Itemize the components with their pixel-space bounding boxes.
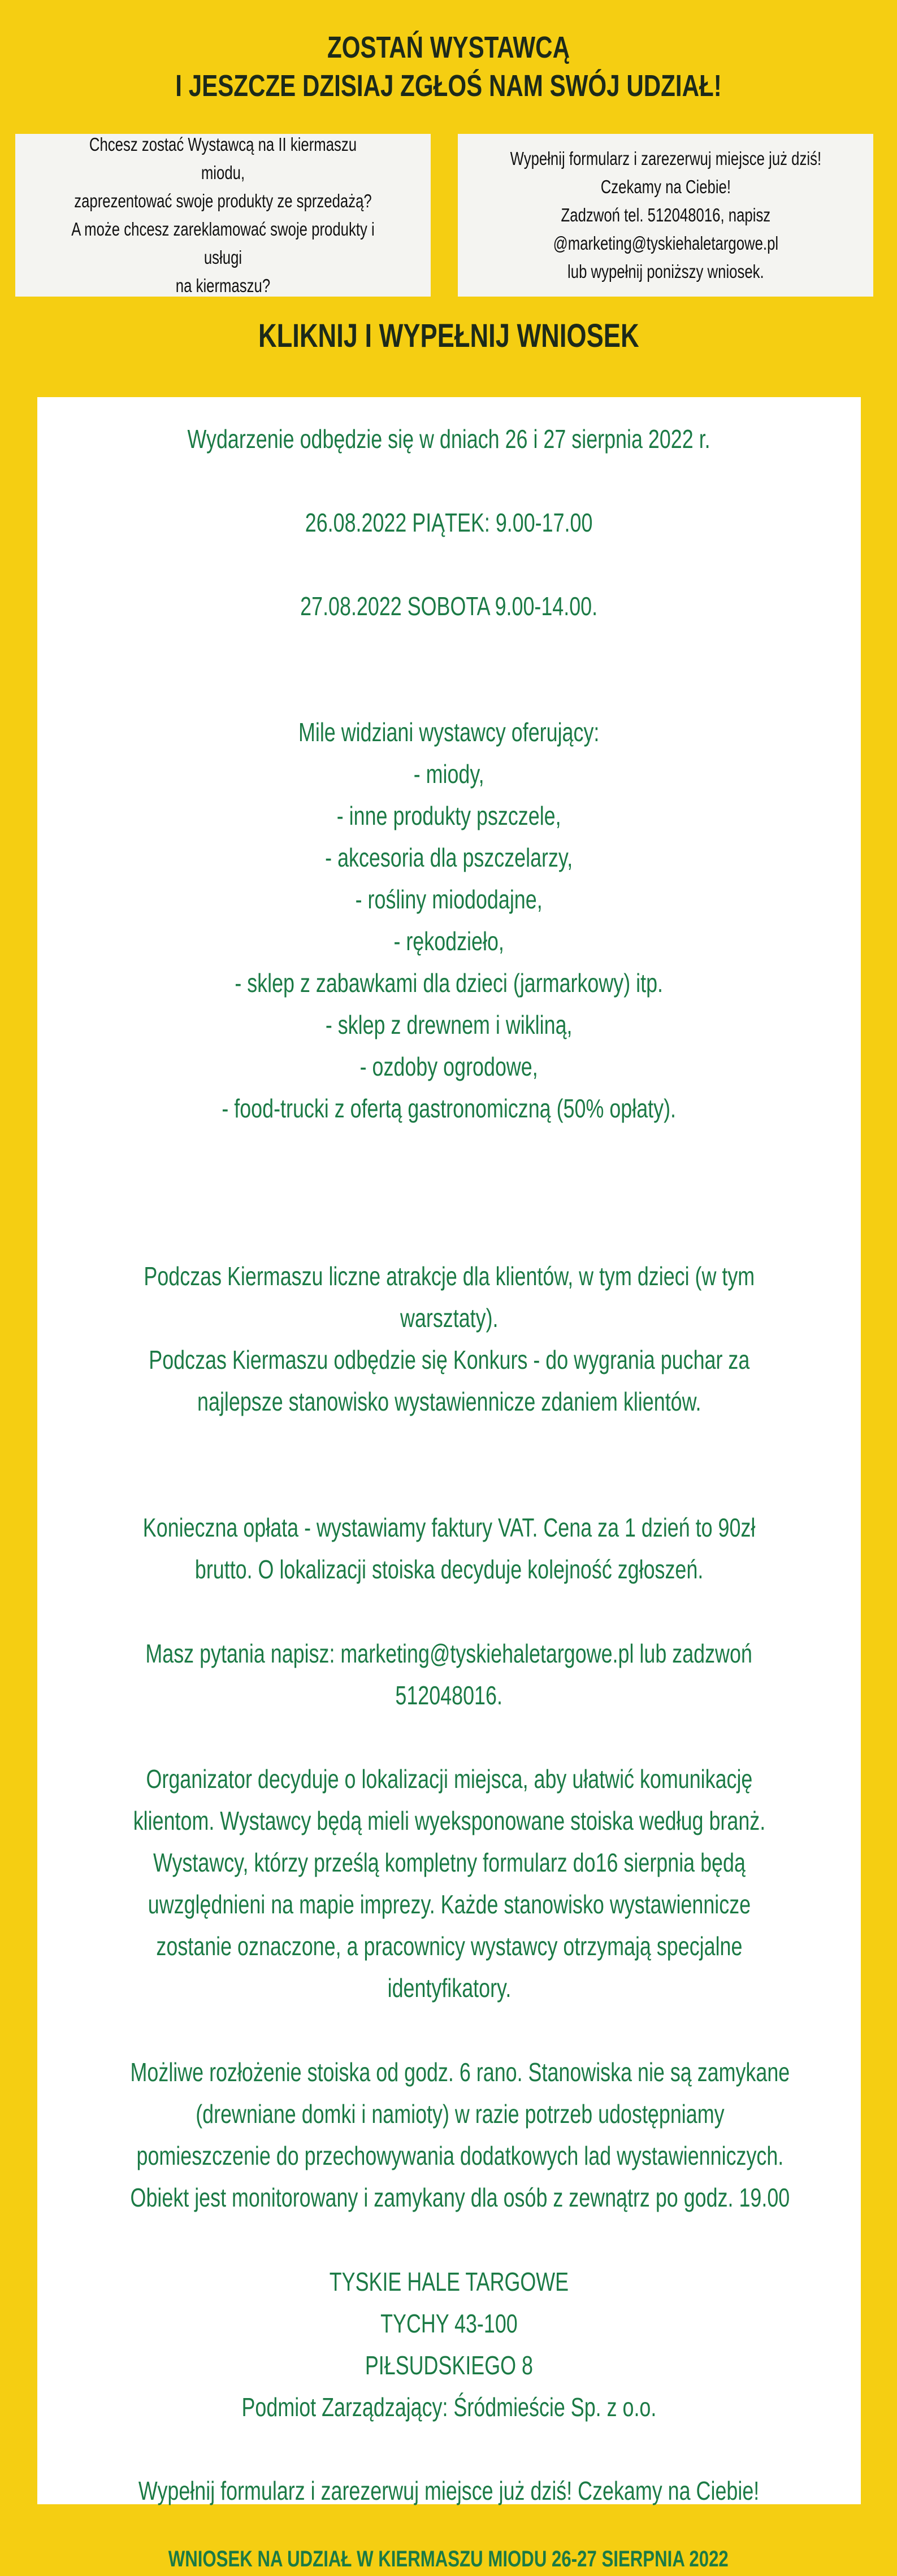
title-line-1: ZOSTAŃ WYSTAWCĄ [327, 31, 570, 64]
info-box-left [15, 134, 431, 297]
address-line: PIŁSUDSKIEGO 8 [365, 2351, 534, 2380]
footer-text: WNIOSEK NA UDZIAŁ W KIERMASZU MIODU 26-27 SIERPNIA 2022 [168, 2547, 729, 2571]
paragraph-line: Obiekt jest monitorowany i zamykany dla osób z zewnątrz po godz. 19.00 [130, 2183, 790, 2212]
address-line: TYSKIE HALE TARGOWE [329, 2267, 569, 2296]
paragraph-line: identyfikatory. [387, 1973, 511, 2003]
paragraph-line: najlepsze stanowisko wystawiennicze zdaniem klientów. [197, 1387, 701, 1416]
list-item: - miody, [414, 759, 484, 789]
paragraph-line: Konieczna opłata - wystawiamy faktury VAT. Cena za 1 dzień to 90zł [142, 1513, 756, 1542]
title-line-2: I JESZCZE DZISIAJ ZGŁOŚ NAM SWÓJ UDZIAŁ! [175, 69, 722, 103]
address-line: TYCHY 43-100 [380, 2309, 518, 2338]
closing-text: Wypełnij formularz i zarezerwuj miejsce już dziś! Czekamy na Ciebie! [138, 2476, 760, 2505]
address-block [37, 2261, 861, 2428]
info-left-line: Chcesz zostać Wystawcą na II kiermaszu miodu, [89, 134, 357, 183]
list-item: - sklep z zabawkami dla dzieci (jarmarkowy) itp. [235, 968, 664, 998]
event-dates-line: Wydarzenie odbędzie się w dniach 26 i 27 sierpnia 2022 r. [187, 424, 711, 454]
info-left-line: zaprezentować swoje produkty ze sprzedażą? [74, 190, 372, 211]
list-item: - sklep z drewnem i wikliną, [326, 1010, 573, 1039]
questions-paragraph [37, 1633, 861, 1716]
paragraph-line: uwzględnieni na mapie imprezy. Każde stanowisko wystawiennicze [148, 1890, 751, 1919]
info-right-line: Zadzwoń tel. 512048016, napisz [561, 204, 770, 225]
list-item: - rękodzieło, [393, 926, 505, 956]
info-right-line: lub wypełnij poniższy wniosek. [567, 261, 764, 282]
paragraph-line: Możliwe rozłożenie stoiska od godz. 6 rano. Stanowiska nie są zamykane [130, 2057, 790, 2087]
paragraph-line: warsztaty). [400, 1303, 499, 1333]
paragraph-line: Organizator decyduje o lokalizacji miejsca, aby ułatwić komunikację [146, 1764, 752, 1794]
organizer-paragraph [37, 1758, 861, 2009]
paragraph-line: Wystawcy, którzy prześlą kompletny formularz do16 sierpnia będą [153, 1848, 746, 1877]
form-link-heading[interactable] [0, 314, 897, 359]
info-left-line: na kiermaszu? [175, 275, 271, 296]
list-item: - food-trucki z ofertą gastronomiczną (50% opłaty). [222, 1094, 677, 1123]
paragraph-line: Masz pytania napisz: marketing@tyskiehaletargowe.pl lub zadzwoń [145, 1639, 753, 1668]
footer-heading [0, 2542, 897, 2576]
list-item: - inne produkty pszczele, [337, 801, 561, 830]
info-right-line: @marketing@tyskiehaletargowe.pl [553, 233, 778, 254]
saturday-hours: 27.08.2022 SOBOTA 9.00-14.00. [300, 591, 598, 621]
list-item: - rośliny miododajne, [355, 885, 543, 914]
exhibitors-list [37, 711, 861, 1129]
event-friday-hours [37, 502, 861, 543]
event-saturday-hours [37, 585, 861, 627]
event-dates [37, 418, 861, 460]
list-item: - akcesoria dla pszczelarzy, [325, 843, 573, 872]
info-left-line: A może chcesz zareklamować swoje produkty i usługi [71, 219, 375, 268]
friday-hours: 26.08.2022 PIĄTEK: 9.00-17.00 [305, 508, 593, 537]
info-right-line: Wypełnij formularz i zarezerwuj miejsce już dziś! [510, 148, 821, 169]
paragraph-line: 512048016. [395, 1681, 503, 1710]
paragraph-line: brutto. O lokalizacji stoiska decyduje kolejność zgłoszeń. [194, 1555, 704, 1584]
form-link-label[interactable]: KLIKNIJ I WYPEŁNIJ WNIOSEK [258, 317, 639, 354]
fee-paragraph [37, 1507, 861, 1590]
page-title [0, 28, 897, 105]
address-line: Podmiot Zarządzający: Śródmieście Sp. z o.o. [241, 2392, 657, 2422]
info-box-right [458, 134, 873, 297]
paragraph-line: Podczas Kiermaszu liczne atrakcje dla klientów, w tym dzieci (w tym [144, 1261, 755, 1291]
attractions-paragraph [37, 1255, 861, 1422]
closing-line [37, 2470, 861, 2512]
paragraph-line: pomieszczenie do przechowywania dodatkowych lad wystawienniczych. [136, 2141, 784, 2170]
paragraph-line: zostanie oznaczone, a pracownicy wystawcy otrzymają specjalne [155, 1931, 743, 1961]
exhibitors-heading: Mile widziani wystawcy oferujący: [298, 717, 600, 747]
paragraph-line: klientom. Wystawcy będą mieli wyeksponowane stoiska według branż. [133, 1806, 765, 1835]
list-item: - ozdoby ogrodowe, [359, 1052, 539, 1081]
info-right-line: Czekamy na Ciebie! [600, 176, 731, 197]
setup-paragraph [37, 2051, 861, 2218]
paragraph-line: Podczas Kiermaszu odbędzie się Konkurs - do wygrania puchar za [148, 1345, 749, 1374]
paragraph-line: (drewniane domki i namioty) w razie potrzeb udostępniamy [196, 2099, 725, 2129]
